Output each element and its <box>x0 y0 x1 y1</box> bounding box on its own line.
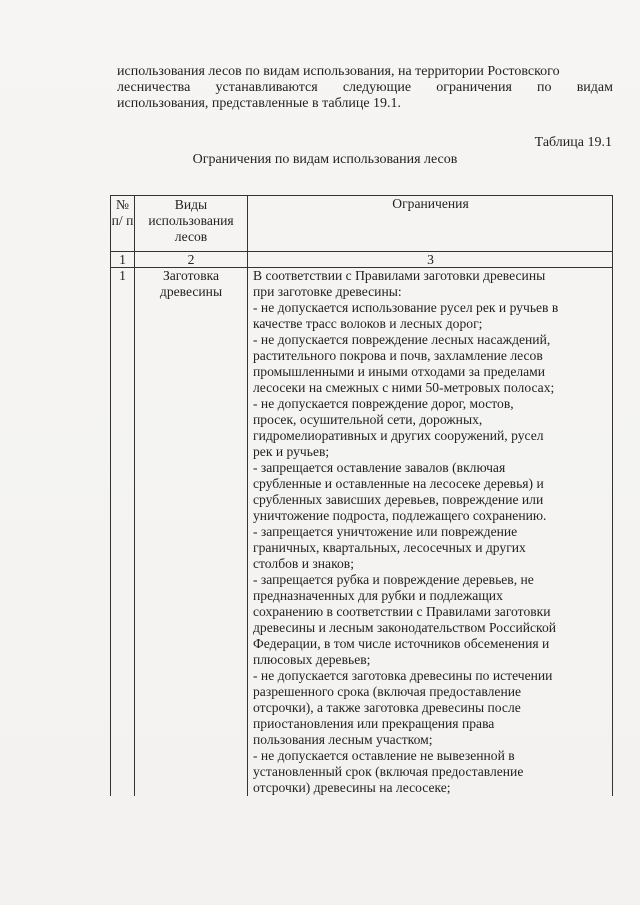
restriction-line: лесосеки на смежных с ними 50-метровых полосах; <box>253 380 555 395</box>
intro-line: использования лесов по видам использования, на территории Ростовского <box>117 64 560 79</box>
restriction-line: уничтожение подроста, подлежащего сохранению. <box>253 508 547 523</box>
restriction-line: качестве трасс волоков и лесных дорог; <box>253 316 483 331</box>
restriction-line: просек, осушительной сети, дорожных, <box>253 412 483 427</box>
row-restrictions <box>248 268 613 797</box>
restriction-line: - не допускается повреждение лесных насаждений, <box>253 332 551 347</box>
restriction-line: отсрочки) древесины на лесосеке; <box>253 780 451 795</box>
restriction-line: - не допускается оставление не вывезенной в <box>253 748 515 763</box>
column-number: 3 <box>248 252 613 268</box>
restriction-line: Федерации, в том числе источников обсеменения и <box>253 636 550 651</box>
header-number: № п/ п <box>111 196 135 252</box>
header-usage-type: Виды использования лесов <box>135 196 248 252</box>
table-header-row <box>111 196 613 252</box>
restriction-line: пользования лесным участком; <box>253 732 433 747</box>
restriction-line: предназначенных для рубки и подлежащих <box>253 588 503 603</box>
restriction-line: промышленными и иными отходами за пределами <box>253 364 546 379</box>
table-title: Ограничения по видам использования лесов <box>192 152 458 167</box>
restriction-line: столбов и знаков; <box>253 556 354 571</box>
column-numbers-row <box>111 252 613 268</box>
restriction-line: древесины и лесным законодательством Российской <box>253 620 557 635</box>
column-number: 1 <box>111 252 135 268</box>
restrictions-table <box>110 195 613 796</box>
restriction-line: В соответствии с Правилами заготовки древесины <box>253 268 546 283</box>
restriction-line: сохранению в соответствии с Правилами заготовки <box>253 604 551 619</box>
restriction-line: отсрочки), а также заготовка древесины после <box>253 700 521 715</box>
restriction-line: - не допускается повреждение дорог, мостов, <box>253 396 514 411</box>
restriction-line: при заготовке древесины: <box>253 284 402 299</box>
column-number: 2 <box>135 252 248 268</box>
restriction-line: рек и ручьев; <box>253 444 330 459</box>
restriction-line: - запрещается уничтожение или повреждение <box>253 524 518 539</box>
header-restrictions: Ограничения <box>248 196 613 252</box>
restriction-line: установленный срок (включая предоставление <box>253 764 524 779</box>
restriction-line: срубленные и оставленные на лесосеке деревья) и <box>253 476 544 491</box>
restriction-line: гидромелиоративных и других сооружений, русел <box>253 428 544 443</box>
restriction-line: приостановления или прекращения права <box>253 716 495 731</box>
restriction-line: - не допускается использование русел рек и ручьев в <box>253 300 559 315</box>
table-row <box>111 268 613 797</box>
table-number: Таблица 19.1 <box>534 135 612 150</box>
row-usage-type: Заготовка древесины <box>135 268 248 797</box>
restriction-line: граничных, квартальных, лесосечных и других <box>253 540 526 555</box>
restriction-line: разрешенного срока (включая предоставление <box>253 684 522 699</box>
restriction-line: - запрещается рубка и повреждение деревьев, не <box>253 572 534 587</box>
restriction-line: - запрещается оставление завалов (включая <box>253 460 506 475</box>
restriction-line: срубленных зависших деревьев, повреждение или <box>253 492 544 507</box>
restriction-line: растительного покрова и почв, захламление лесов <box>253 348 543 363</box>
row-number: 1 <box>111 268 135 797</box>
intro-line: лесничества устанавливаются следующие ограничения по видам <box>117 80 613 95</box>
intro-line: использования, представленные в таблице 19.1. <box>117 96 402 111</box>
restriction-line: плюсовых деревьев; <box>253 652 371 667</box>
intro-paragraph <box>117 64 613 112</box>
restriction-line: - не допускается заготовка древесины по истечении <box>253 668 553 683</box>
restriction-lines <box>253 268 608 796</box>
